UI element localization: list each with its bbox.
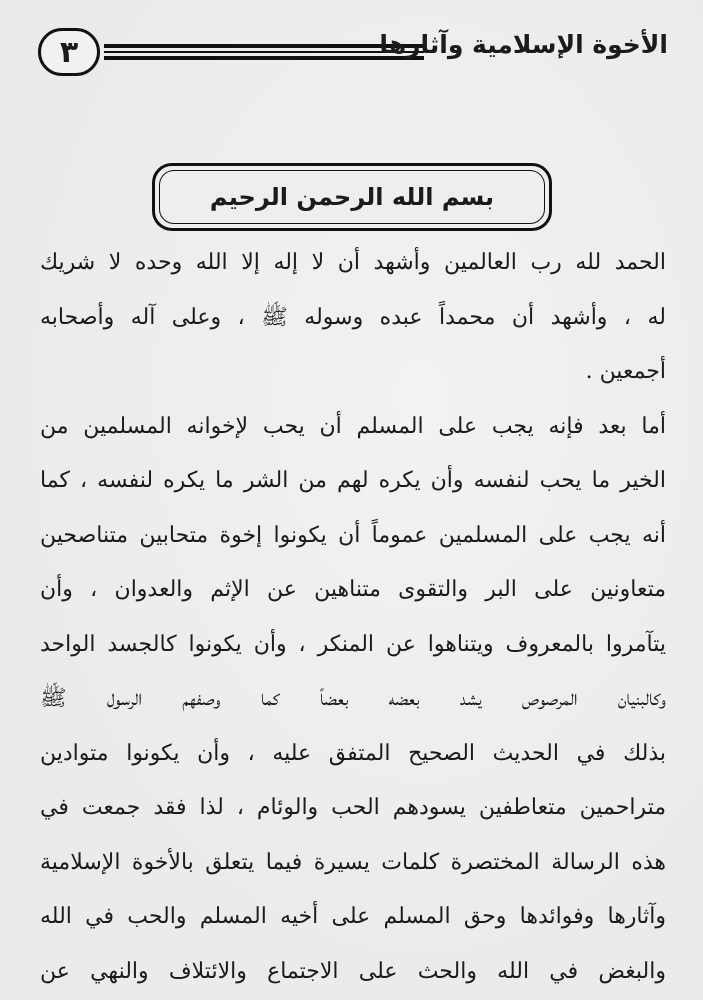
basmala-frame: [152, 163, 552, 231]
text-line: متراحمين متعاطفين يسودهم الحب والوئام ، لذا فقد جمعت في: [40, 795, 666, 820]
basmala-heading: بسم الله الرحمن الرحيم: [209, 183, 495, 211]
text-line: وكالبنيان المرصوص يشد بعضه بعضاً كما وصفهم الرسول ﷺ: [40, 686, 666, 711]
text-line: الحمد لله رب العالمين وأشهد أن لا إله إلا الله وحده لا شريك: [40, 250, 666, 275]
text-line: له ، وأشهد أن محمداً عبده وسوله ﷺ ، وعلى آله وأصحابه: [40, 304, 666, 330]
text-line: يتآمروا بالمعروف ويتناهوا عن المنكر ، وأن يكونوا كالجسد الواحد: [40, 631, 666, 657]
text-line: أما بعد فإنه يجب على المسلم أن يحب لإخوانه المسلمين من: [40, 413, 666, 439]
text-line: هذه الرسالة المختصرة كلمات يسيرة فيما يتعلق بالأخوة الإسلامية: [40, 849, 666, 875]
header-divider-rules: [104, 44, 424, 62]
text-line: والبغض في الله والحث على الاجتماع والائتلاف والنهي عن: [40, 958, 666, 984]
text-line: أنه يجب على المسلمين عموماً أن يكونوا إخوة متحابين متناصحين: [40, 522, 666, 548]
running-title: الأخوة الإسلامية وآثارها: [379, 30, 668, 59]
text-line: أجمعين .: [585, 359, 666, 384]
header-rule-thick-top: [104, 44, 424, 48]
text-line: بذلك في الحديث الصحيح المتفق عليه ، وأن يكونوا متوادين: [40, 740, 666, 766]
header-rule-thin: [104, 51, 424, 53]
header-rule-thick-bottom: [104, 56, 424, 60]
text-line: وآثارها وفوائدها وحق المسلم على أخيه المسلم والحب في الله: [40, 904, 666, 929]
body-text: [40, 236, 666, 999]
page-header: [38, 28, 668, 84]
text-line: متعاونين على البر والتقوى متناهين عن الإثم والعدوان ، وأن: [40, 577, 666, 602]
page-number: ٣: [38, 28, 100, 76]
text-line: الخير ما يحب لنفسه وأن يكره لهم من الشر ما يكره لنفسه ، كما: [40, 468, 666, 493]
